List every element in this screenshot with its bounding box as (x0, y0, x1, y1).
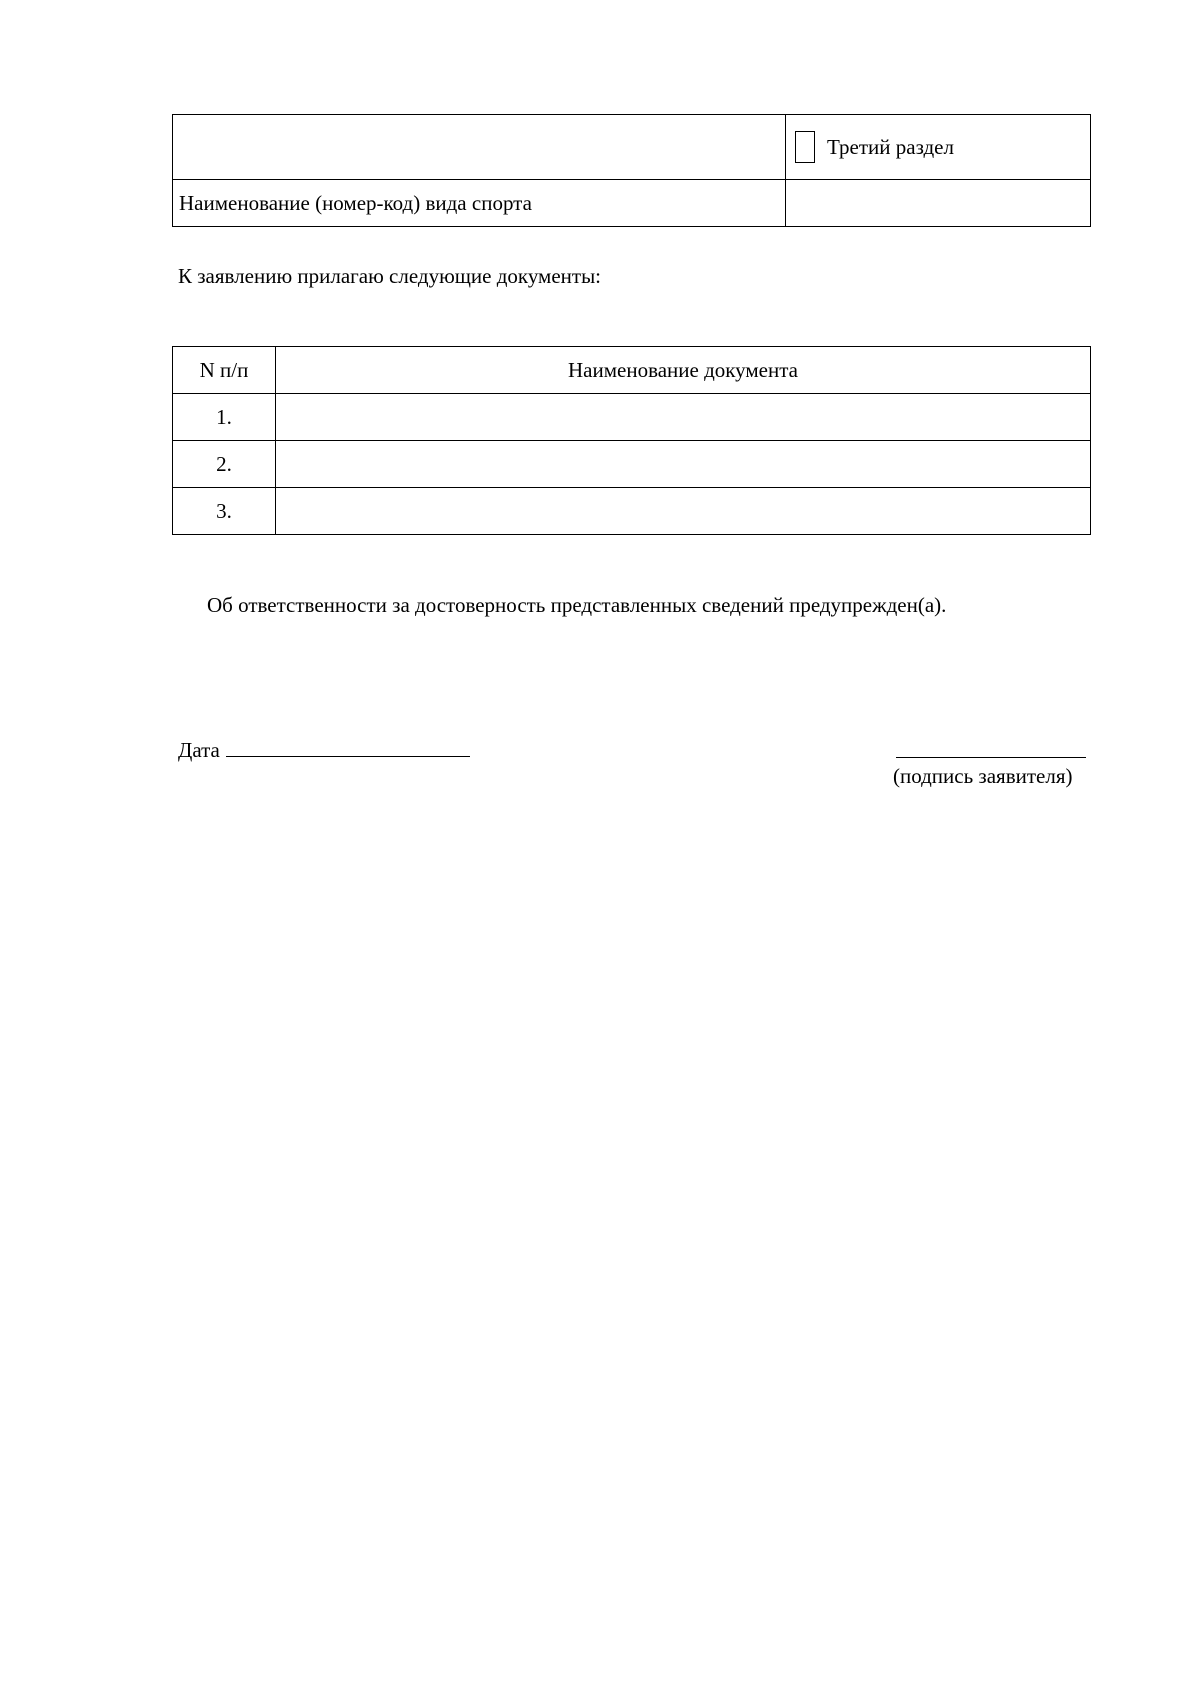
section-table-row (173, 115, 1091, 180)
date-field[interactable] (226, 736, 470, 757)
section-table-row (173, 180, 1091, 227)
documents-table-header (173, 347, 1091, 394)
section-empty-cell (173, 115, 786, 180)
document-name-field[interactable] (276, 441, 1091, 488)
date-block (178, 736, 470, 763)
row-number: 3. (173, 488, 276, 535)
documents-intro: К заявлению прилагаю следующие документы: (178, 264, 602, 288)
third-section-option[interactable] (792, 131, 1084, 163)
table-row (173, 441, 1091, 488)
sport-name-field[interactable] (786, 180, 1091, 227)
signature-caption: (подпись заявителя) (893, 764, 1073, 788)
row-number: 1. (173, 394, 276, 441)
section-table (172, 114, 1091, 227)
document-name-field[interactable] (276, 488, 1091, 535)
third-section-label: Третий раздел (827, 134, 954, 159)
row-number: 2. (173, 441, 276, 488)
number-column-header: N п/п (173, 347, 276, 394)
document-name-column-header: Наименование документа (276, 347, 1091, 394)
document-name-field[interactable] (276, 394, 1091, 441)
signature-field[interactable] (896, 757, 1086, 758)
date-label: Дата (178, 738, 220, 762)
responsibility-statement: Об ответственности за достоверность представленных сведений предупрежден(а). (207, 593, 947, 617)
table-row (173, 394, 1091, 441)
section-checkbox-cell (786, 115, 1091, 180)
table-row (173, 488, 1091, 535)
sport-name-label: Наименование (номер-код) вида спорта (173, 180, 786, 227)
documents-table (172, 346, 1091, 535)
third-section-checkbox[interactable] (795, 131, 815, 163)
